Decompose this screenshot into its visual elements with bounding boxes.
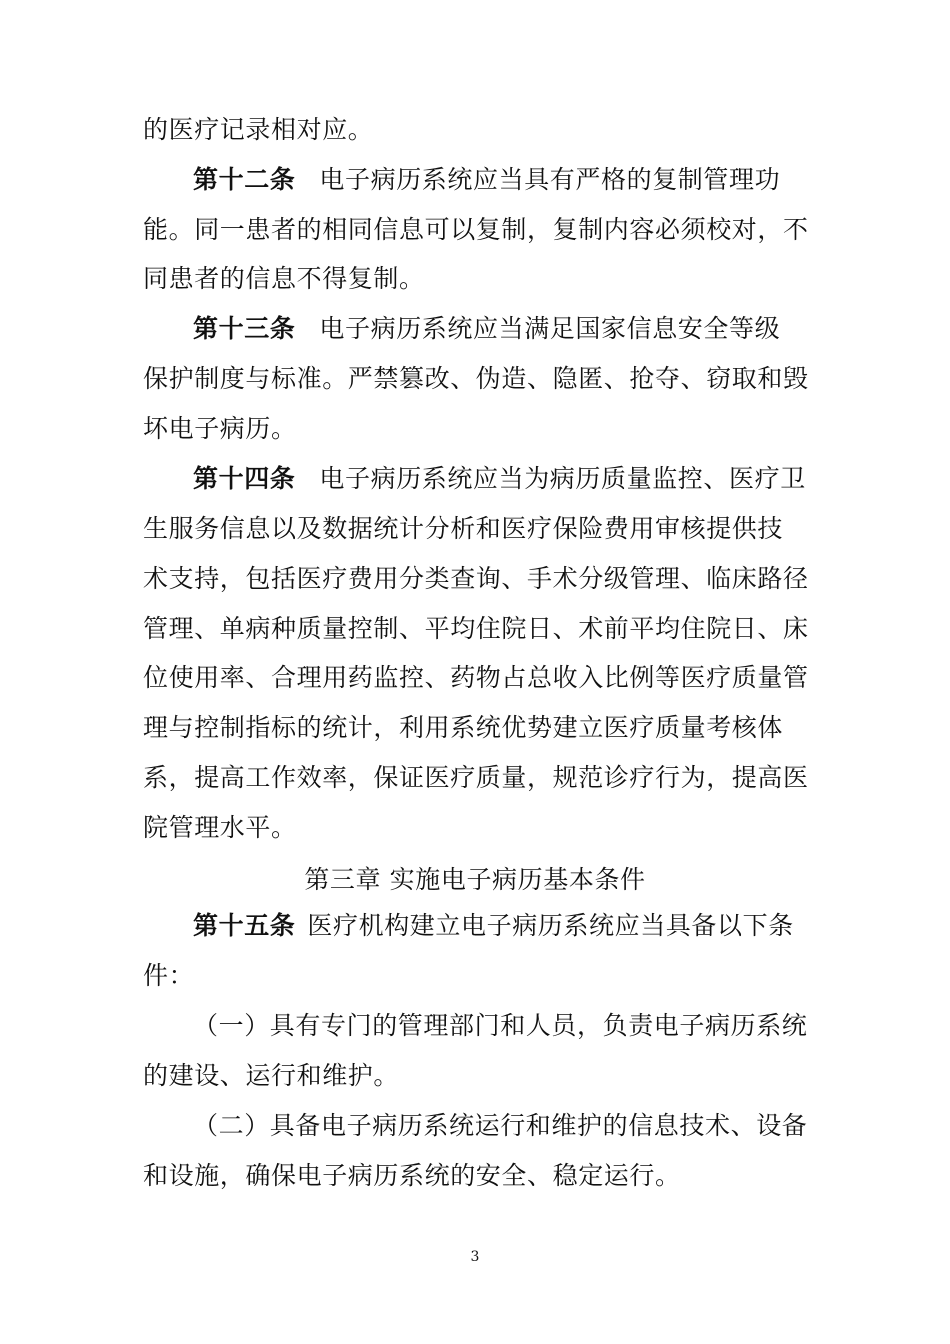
chapter-title: 第三章 实施电子病历基本条件 <box>304 865 646 894</box>
text-line: 医疗机构建立电子病历系统应当具备以下条 <box>307 911 794 940</box>
page-number: 3 <box>470 1249 480 1265</box>
text-line: 电子病历系统应当满足国家信息安全等级 <box>319 314 781 343</box>
text-line: 管理、单病种质量控制、平均住院日、术前平均住院日、床 <box>143 614 809 643</box>
text-line: 系，提高工作效率，保证医疗质量，规范诊疗行为，提高医 <box>143 763 809 792</box>
article-15-label: 第十五条 <box>193 911 296 940</box>
text-line: 理与控制指标的统计，利用系统优势建立医疗质量考核体 <box>143 713 784 742</box>
text-line: （二）具备电子病历系统运行和维护的信息技术、设备 <box>193 1111 808 1140</box>
text-line: 位使用率、合理用药监控、药物占总收入比例等医疗质量管 <box>143 663 809 692</box>
text-line: 术支持，包括医疗费用分类查询、手术分级管理、临床路径 <box>143 564 809 593</box>
article-12-first-line <box>193 162 893 198</box>
article-14-first-line <box>193 461 893 497</box>
text-line: 坏电子病历。 <box>143 414 297 443</box>
text-line: 电子病历系统应当为病历质量监控、医疗卫 <box>319 464 806 493</box>
text-line: 的建设、运行和维护。 <box>143 1061 400 1090</box>
text-line: 和设施，确保电子病历系统的安全、稳定运行。 <box>143 1161 681 1190</box>
text-line: 院管理水平。 <box>143 813 297 842</box>
article-15-first-line <box>193 908 893 944</box>
article-14-label: 第十四条 <box>193 464 296 493</box>
text-line: 的医疗记录相对应。 <box>143 115 374 144</box>
article-13-first-line <box>193 311 893 347</box>
article-12-label: 第十二条 <box>193 165 296 194</box>
text-line: 同患者的信息不得复制。 <box>143 264 425 293</box>
text-line: 保护制度与标准。严禁篡改、伪造、隐匿、抢夺、窃取和毁 <box>143 364 809 393</box>
text-line: （一）具有专门的管理部门和人员，负责电子病历系统 <box>193 1011 808 1040</box>
text-line: 生服务信息以及数据统计分析和医疗保险费用审核提供技 <box>143 514 784 543</box>
article-13-label: 第十三条 <box>193 314 296 343</box>
text-line: 件： <box>143 961 195 990</box>
text-line: 能。同一患者的相同信息可以复制，复制内容必须校对，不 <box>143 215 809 244</box>
text-line: 电子病历系统应当具有严格的复制管理功 <box>319 165 781 194</box>
